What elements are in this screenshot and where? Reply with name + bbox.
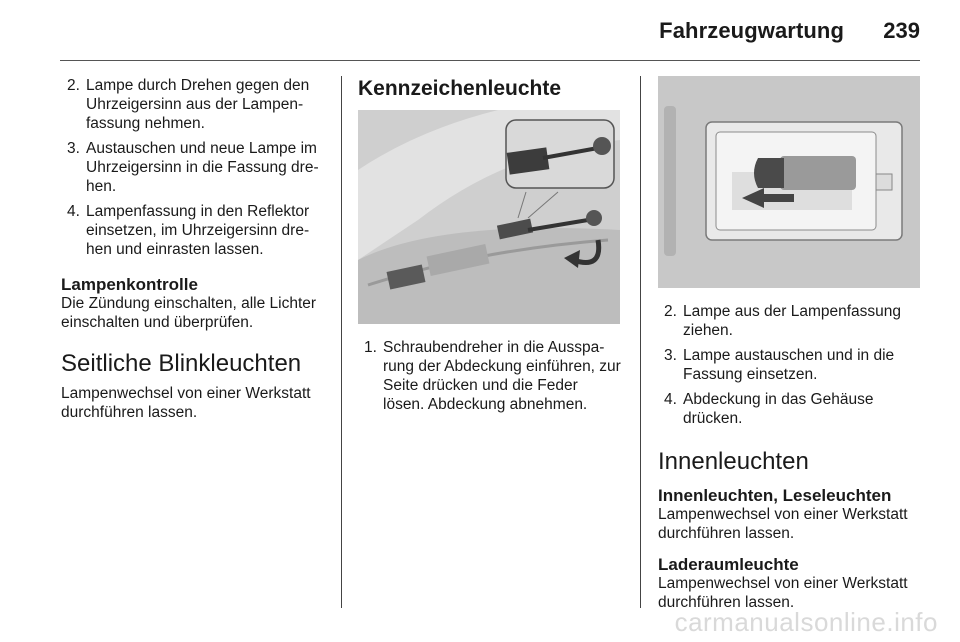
watermark: carmanualsonline.info: [674, 607, 938, 637]
step-text: Lampe austauschen und in die Fassung einsetzen.: [683, 347, 895, 383]
list-item: [61, 139, 325, 196]
blink-heading: Seitliche Blinkleuchten: [61, 350, 302, 377]
column-divider-1: [341, 76, 342, 608]
list-item: [658, 346, 922, 384]
page-number: 239: [883, 18, 920, 43]
step-text: Austauschen und neue Lampe im Uhrzeigersinn in die Fassung drehen.: [86, 140, 319, 195]
step-number: 3.: [67, 140, 80, 157]
lade-heading: Laderaumleuchte: [658, 555, 799, 574]
step-number: 1.: [364, 339, 377, 356]
step-number: 2.: [67, 77, 80, 94]
innen-heading: Innenleuchten: [658, 448, 809, 475]
column-1: [61, 76, 325, 422]
license-plate-illustration: [358, 110, 620, 324]
innen-sub-text: Lampenwechsel von einer Werkstatt durchführen lassen.: [658, 506, 908, 542]
figure-lamp-socket: [658, 76, 920, 288]
steps-list-col2: [358, 338, 622, 414]
step-number: 3.: [664, 347, 677, 364]
step-text: Lampe aus der Lampenfassung ziehen.: [683, 303, 902, 339]
step-number: 4.: [664, 391, 677, 408]
list-item: [61, 202, 325, 259]
step-text: Abdeckung in das Gehäuse drücken.: [683, 391, 874, 427]
lampenkontrolle-heading: Lampenkontrolle: [61, 275, 198, 294]
list-item: [61, 76, 325, 133]
step-text: Lampenfassung in den Reflektor einsetzen, im Uhrzeigersinn drehen und einrasten lassen.: [86, 203, 310, 258]
column-3: [658, 76, 922, 612]
steps-list-col3: [658, 302, 922, 428]
step-text: Lampe durch Drehen gegen den Uhrzeigersinn aus der Lampenfassung nehmen.: [86, 77, 310, 132]
step-text: Schraubendreher in die Aussparung der Abdeckung einführen, zur Seite drücken und die Feder lösen. Abdeckung abnehmen.: [383, 339, 621, 413]
page-header: [0, 0, 960, 60]
list-item: [658, 390, 922, 428]
figure-license-plate-light: [358, 110, 620, 324]
step-number: 4.: [67, 203, 80, 220]
lamp-socket-illustration: [658, 76, 920, 288]
step-number: 2.: [664, 303, 677, 320]
list-item: [358, 338, 622, 414]
innen-sub-heading: Innenleuchten, Leseleuchten: [658, 486, 892, 505]
kennzeichen-heading: Kennzeichenleuchte: [358, 77, 562, 100]
header-rule: [60, 60, 920, 61]
lampenkontrolle-text: Die Zündung einschalten, alle Lichter einschalten und überprüfen.: [61, 295, 317, 331]
steps-list-col1: [61, 76, 325, 259]
column-divider-2: [640, 76, 641, 608]
blink-text: Lampenwechsel von einer Werkstatt durchführen lassen.: [61, 385, 311, 421]
list-item: [658, 302, 922, 340]
column-2: [358, 76, 622, 420]
lade-text: Lampenwechsel von einer Werkstatt durchführen lassen.: [658, 575, 908, 611]
header-title: Fahrzeugwartung: [659, 18, 844, 43]
